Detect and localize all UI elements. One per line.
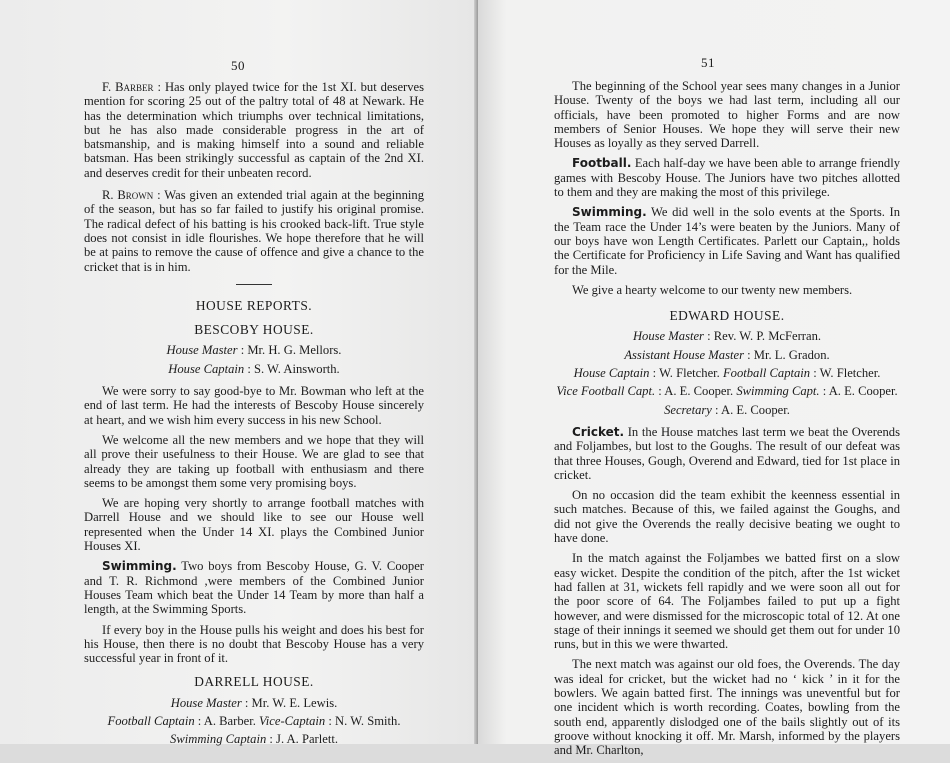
role-label: Secretary [664, 402, 712, 417]
role-name: J. A. Parlett. [276, 732, 338, 747]
swimming-captain-line: Swimming Captain : J. A. Parlett. [170, 732, 338, 747]
role-label: Football Captain [107, 713, 195, 728]
subsection-label: Swimming. [572, 205, 647, 220]
section-heading: HOUSE REPORTS. [195, 297, 313, 313]
role-label: House Captain [573, 366, 650, 381]
subsection-label: Football. [572, 156, 632, 171]
page-number: 50 [231, 58, 245, 73]
player-report: Was given an extended trial again at the beginning of the season, but has so far failed to justify his original promise. The radical defect of his batting is his crooked back-lift. True style does not consist in idle flourishes. We hope therefore that he will be at pains to remove the cause of offence and give a chance to the cricket that is in him. [84, 188, 424, 274]
house-heading: DARRELL HOUSE. [194, 674, 314, 690]
vice-swim-line: Vice Football Capt. : A. E. Cooper. Swimming Capt. : A. E. Cooper. [556, 384, 898, 399]
role-label: Assistant House Master [624, 347, 744, 362]
role-label: House Master [166, 343, 238, 358]
right-page-text [554, 79, 900, 763]
body-paragraph: The beginning of the School year sees many changes in a Junior House. Twenty of the boys we had last term, including all our officials, have been promoted to higher Forms and are now members of Senior Houses. We hope they will serve their new Houses as loyally as they served Darrell. [554, 79, 900, 151]
subsection-label: Swimming. [102, 559, 177, 574]
section-divider [236, 284, 272, 285]
body-paragraph: We were sorry to say good-bye to Mr. Bowman who left at the end of last term. He had the interests of Bescoby House sincerely at heart, and we wish him every success in his new School. [84, 384, 424, 427]
house-heading: EDWARD HOUSE. [669, 308, 785, 324]
swimming-paragraph [554, 205, 900, 276]
house-captain-line: House Captain : S. W. Ainsworth. [168, 361, 340, 376]
assistant-master-line: Assistant House Master : Mr. L. Gradon. [624, 347, 830, 362]
role-label: Football Captain [722, 366, 811, 381]
secretary-line: Secretary : A. E. Cooper. [664, 402, 790, 417]
body-paragraph: In the match against the Foljambes we batted first on a slow easy wicket. Despite the condition of the pitch, after the 1st wicket had fallen at 31, wickets fell rapidly and we were soon all out for the poor score of 64. The Foljambes failed to put up a fight however, and were dismissed for the microscopic total of 12. At one stage of their innings it seemed we should get them out for under 10 runs, but in this we were thwarted. [554, 551, 900, 652]
role-label: Vice-Captain [259, 713, 326, 728]
subsection-text: We did well in the solo events at the Sports. In the Team race the Under 14’s were beaten by the Juniors. Many of our boys have won Length Certificates. Parlett our Captain,, holds the Certificate for Proficiency in Life Saving and Want has qualified for the Mile. [554, 205, 901, 277]
role-label: House Master [170, 695, 242, 710]
role-name: W. Fletcher. [659, 366, 720, 381]
house-heading: BESCOBY HOUSE. [194, 322, 314, 338]
role-label: House Captain [168, 361, 245, 376]
body-paragraph: We welcome all the new members and we hope that they will all prove their usefulness to their House. We are glad to see that already they are taking up football with enthusiasm and there seems to be amongst them some very promising boys. [84, 432, 424, 490]
cricket-paragraph [554, 425, 900, 482]
role-name: A. E. Cooper. [664, 384, 734, 399]
role-name: W. Fletcher. [819, 366, 881, 381]
role-name: Rev. W. P. McFerran. [713, 329, 822, 344]
subsection-text: Each half-day we have been able to arrange friendly games with Bescoby House. The Juniors have two pitches allotted to them and they are making the most of this privilege. [554, 156, 900, 200]
body-paragraph: The next match was against our old foes, the Overends. The day was ideal for cricket, but the wicket had no ‘ kick ’ in it for the bowlers. We again batted first. The innings was uneventful but for one incident which is worth recording. Coates, bowling from the south end, apparently dislodged one of the bails slightly out of its groove without knocking it off. Mr. Marsh, informed by the players and Mr. Charlton, [554, 657, 900, 758]
football-captain-line: Football Captain : A. Barber. Vice-Captain : N. W. Smith. [107, 713, 401, 728]
role-name: S. W. Ainsworth. [253, 361, 340, 376]
swimming-paragraph [84, 559, 424, 616]
role-name: N. W. Smith. [335, 713, 401, 728]
body-paragraph: On no occasion did the team exhibit the keenness essential in such matches. Because of this, we failed against the Goughs, and did not give the Overends the really decisive beating we ought to have done. [554, 488, 900, 546]
page-number: 51 [701, 55, 715, 70]
player-name: F. Barber [102, 80, 154, 94]
role-name: Mr. W. E. Lewis. [251, 695, 338, 710]
player-report: Has only played twice for the 1st XI. but deserves mention for scoring 25 out of the paltry total of 48 at Newark. He has the determination which triumphs over technical limitations, but he has also made considerable progress in the art of batsmanship, and is making himself into a sound and reliable batsman. Has been strikingly successful as captain of the 2nd XI. and deserves credit for their unbeaten record. [84, 80, 425, 180]
captains-line: House Captain : W. Fletcher. Football Captain : W. Fletcher. [573, 366, 881, 381]
left-page-text [84, 80, 424, 751]
subsection-text: In the House matches last term we beat the Overends and Foljambes, but lost to the Goughs. The result of our defeat was that three Houses, Gough, Overend and Edward, tied for 1st place in cricket. [554, 424, 900, 482]
body-paragraph: We give a hearty welcome to our twenty new members. [572, 282, 853, 297]
role-label: Swimming Captain [170, 732, 267, 747]
subsection-label: Cricket. [572, 424, 625, 439]
right-page [478, 0, 950, 758]
football-paragraph [554, 156, 900, 199]
player-name: R. Brown [102, 188, 154, 203]
role-label: Swimming Capt. [736, 384, 820, 399]
role-name: A. Barber. [203, 713, 256, 728]
house-master-line: House Master : Mr. H. G. Mellors. [166, 343, 342, 358]
house-master-line: House Master : Mr. W. E. Lewis. [170, 695, 338, 710]
barber-paragraph: F. Barber : Has only played twice for the 1st XI. but deserves mention for scoring 25 out of the paltry total of 48 at Newark. He has the determination which triumphs over technical limitations, but he has also made considerable progress in the art of batsmanship, and is making himself into a sound and reliable batsman. Has been strikingly successful as captain of the 2nd XI. and deserves credit for their unbeaten record. [84, 80, 425, 180]
house-master-line: House Master : Rev. W. P. McFerran. [632, 329, 822, 344]
role-name: Mr. L. Gradon. [753, 347, 830, 362]
left-page [0, 0, 478, 747]
body-paragraph: We are hoping very shortly to arrange football matches with Darrell House and we should like to see our House well represented when the Under 14 XI. plays the Combined Junior Houses XI. [84, 496, 424, 554]
role-name: Mr. H. G. Mellors. [247, 343, 342, 358]
role-name: A. E. Cooper. [828, 384, 898, 399]
role-label: House Master [632, 329, 704, 344]
subsection-text: Two boys from Bescoby House, G. V. Cooper and T. R. Richmond ,were members of the Combined Junior Houses Team which beat the Under 14 Team by more than half a length, at the Swimming Sports. [84, 559, 424, 617]
role-name: A. E. Cooper. [720, 402, 790, 417]
body-paragraph: If every boy in the House pulls his weight and does his best for his House, then there is no doubt that Bescoby House has a very successful year in front of it. [84, 622, 424, 666]
role-label: Vice Football Capt. [556, 384, 656, 399]
brown-paragraph: R. Brown : Was given an extended trial again at the beginning of the season, but has so far failed to justify his original promise. The radical defect of his batting is his crooked back-lift. True style does not consist in idle flourishes. We hope therefore that he will be at pains to remove the cause of offence and give a chance to the cricket that is in him. [84, 188, 424, 274]
